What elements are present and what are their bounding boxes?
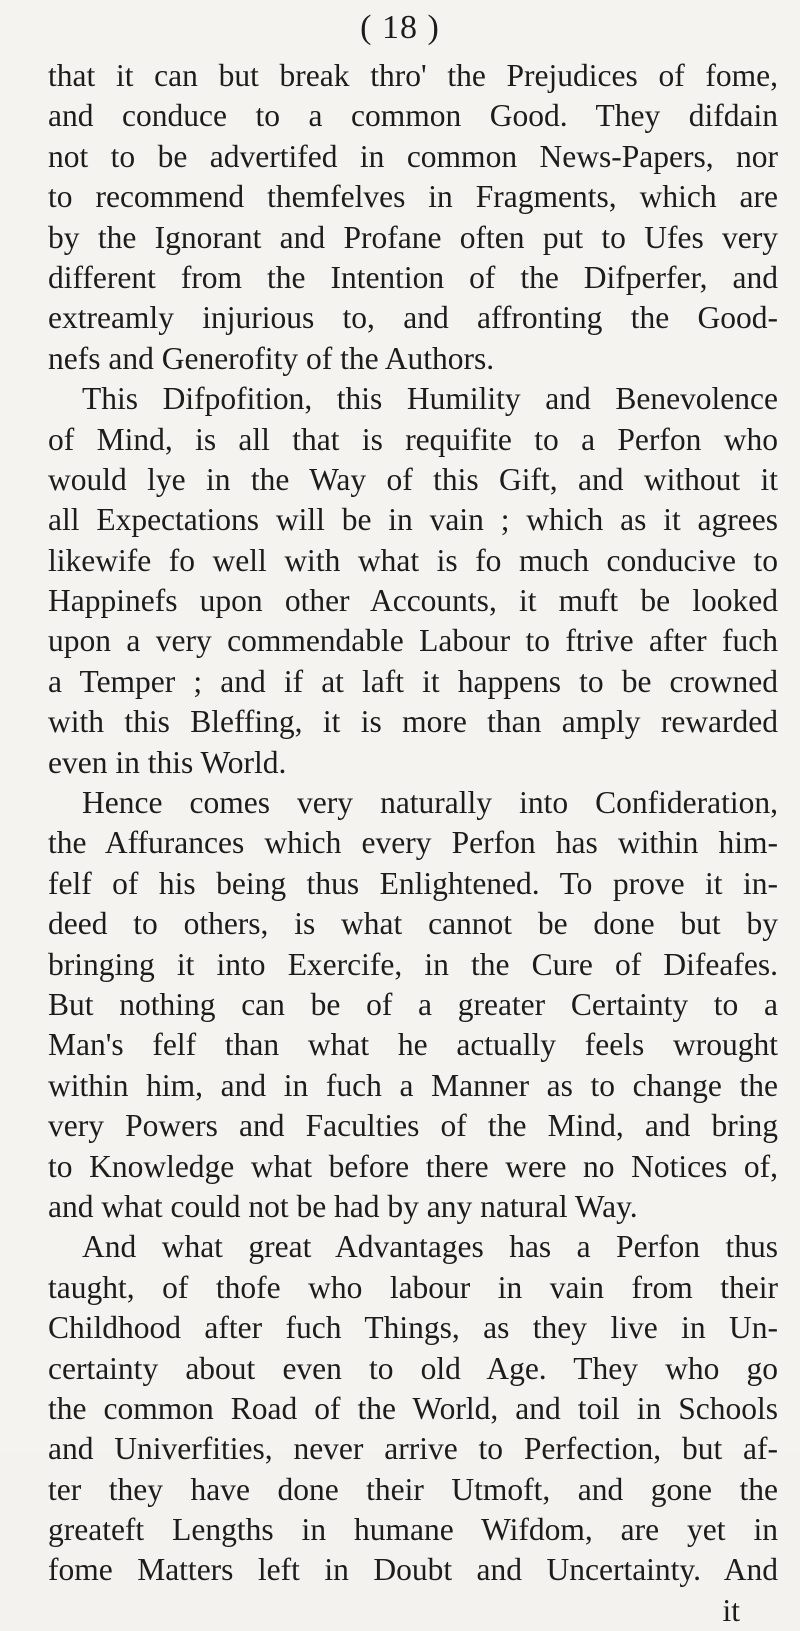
text-line: even in this World.: [48, 744, 287, 780]
text-line: to recommend themfelves in Fragments, which are: [48, 179, 778, 215]
text-line: upon a very commendable Labour to ftrive after fuch: [48, 623, 778, 659]
text-line: deed to others, is what cannot be done but by: [48, 906, 778, 942]
text-line: different from the Intention of the Difperfer, and: [48, 259, 778, 295]
text-line: extreamly injurious to, and affronting the Good-: [48, 300, 778, 336]
page-number: ( 18 ): [360, 9, 440, 46]
text-line: of Mind, is all that is requifite to a Perfon who: [48, 421, 778, 457]
text-line: Hence comes very naturally into Confideration,: [82, 785, 778, 821]
text-line: and Univerfities, never arrive to Perfection, but af-: [48, 1431, 778, 1467]
text-line: greateft Lengths in humane Wifdom, are yet in: [48, 1512, 778, 1548]
catchword: it: [722, 1592, 740, 1628]
text-line: felf of his being thus Enlightened. To prove it in-: [48, 865, 778, 901]
text-line: Childhood after fuch Things, as they live in Un-: [48, 1310, 778, 1346]
text-line: But nothing can be of a greater Certainty to a: [48, 986, 778, 1022]
text-line: by the Ignorant and Profane often put to Ufes very: [48, 219, 778, 255]
text-line: This Difpofition, this Humility and Benevolence: [82, 381, 778, 417]
text-line: ter they have done their Utmoft, and gone the: [48, 1471, 778, 1507]
text-line: the Affurances which every Perfon has within him-: [48, 825, 778, 861]
text-line: nefs and Generofity of the Authors.: [48, 340, 495, 376]
text-line: the common Road of the World, and toil in Schools: [48, 1390, 778, 1426]
text-line: taught, of thofe who labour in vain from their: [48, 1269, 778, 1305]
text-line: and what could not be had by any natural Way.: [48, 1188, 638, 1224]
text-line: a Temper ; and if at laft it happens to be crowned: [48, 663, 778, 699]
text-line: bringing it into Exercife, in the Cure of Difeafes.: [48, 946, 778, 982]
text-line: within him, and in fuch a Manner as to change the: [48, 1067, 778, 1103]
text-line: Happinefs upon other Accounts, it muft be looked: [48, 583, 778, 619]
text-line: not to be advertifed in common News-Papers, nor: [48, 138, 778, 174]
text-line: would lye in the Way of this Gift, and without it: [48, 461, 778, 497]
text-line: Man's felf than what he actually feels wrought: [48, 1027, 778, 1063]
text-line: that it can but break thro' the Prejudices of fome,: [48, 58, 778, 93]
text-line: and conduce to a common Good. They difdain: [48, 98, 778, 134]
text-line: certainty about even to old Age. They who go: [48, 1350, 778, 1386]
text-line: all Expectations will be in vain ; which as it agrees: [48, 502, 778, 538]
text-line: very Powers and Faculties of the Mind, and bring: [48, 1108, 778, 1144]
text-line: to Knowledge what before there were no Notices of,: [48, 1148, 778, 1184]
text-line: fome Matters left in Doubt and Uncertainty. And: [48, 1552, 778, 1588]
text-line: And what great Advantages has a Perfon thus: [82, 1229, 778, 1265]
body-text: [48, 56, 778, 1631]
text-line: likewife fo well with what is fo much conducive to: [48, 542, 778, 578]
text-line: with this Bleffing, it is more than amply rewarded: [48, 704, 778, 740]
